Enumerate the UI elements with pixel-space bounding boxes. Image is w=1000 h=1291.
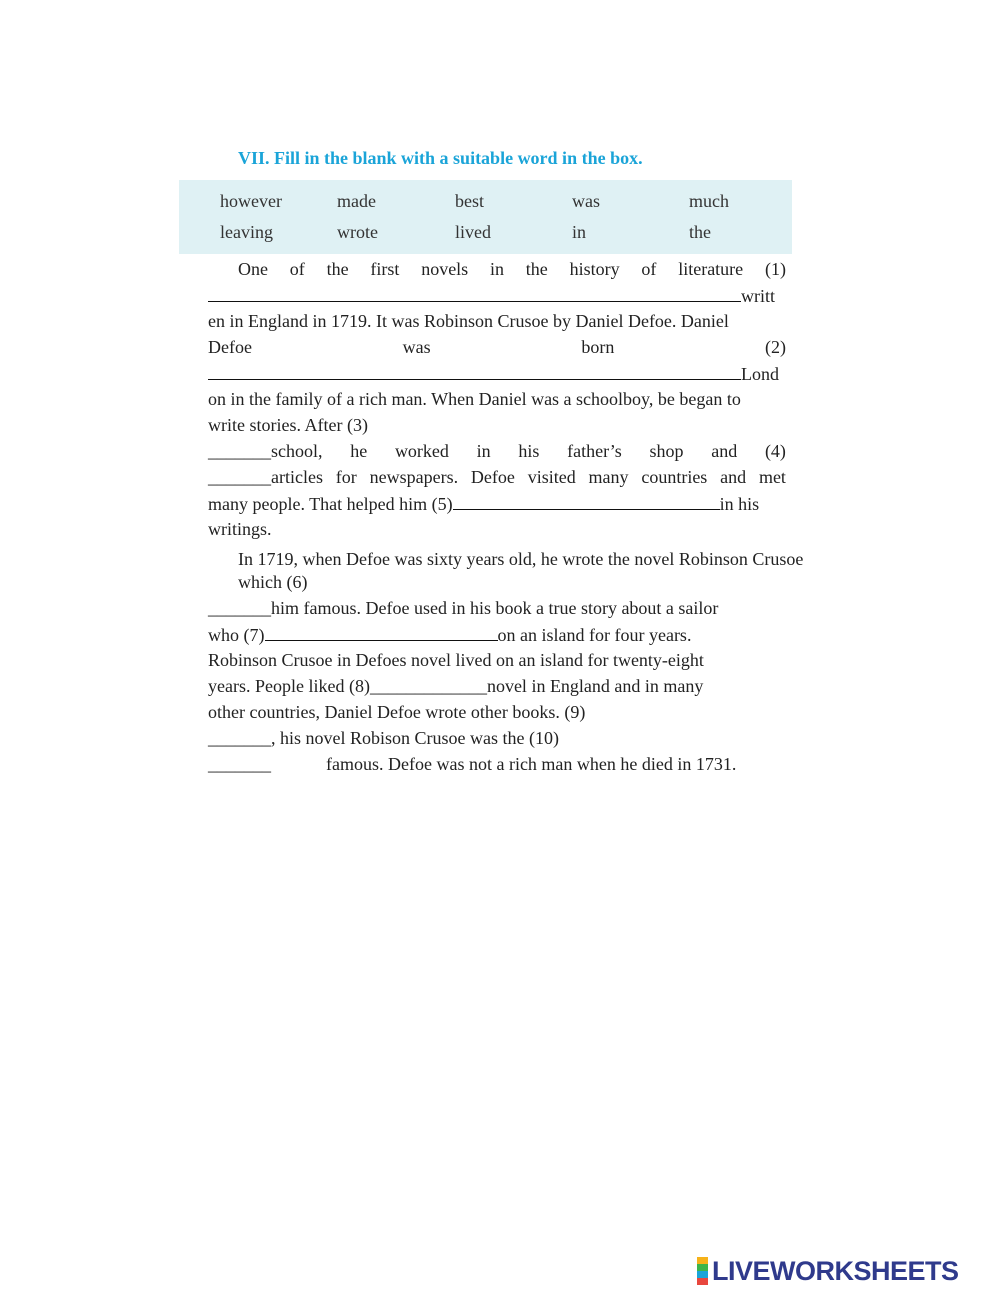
passage-line-16: Robinson Crusoe in Defoes novel lived on an island for twenty-eight <box>208 650 704 670</box>
passage-line-1 <box>238 258 786 280</box>
passage-text: Lond <box>741 364 779 384</box>
passage-word: worked <box>394 441 449 461</box>
passage-word: literature <box>678 259 744 279</box>
passage-line-6: on in the family of a rich man. When Daniel was a schoolboy, be began to <box>208 389 741 409</box>
liveworksheets-logo <box>697 1256 959 1286</box>
passage-word: Defoe <box>470 467 515 487</box>
passage-line-19[interactable]: _______, his novel Robison Crusoe was the (10) <box>208 728 559 748</box>
passage-line-15 <box>208 623 691 646</box>
passage-line-3: en in England in 1719. It was Robinson Crusoe by Daniel Defoe. Daniel <box>208 311 729 331</box>
word-box <box>179 180 792 254</box>
passage-text: famous. Defoe was not a rich man when he died in 1731. <box>326 754 737 774</box>
passage-word: he <box>350 441 368 461</box>
passage-word: visited <box>527 467 576 487</box>
passage-word: in <box>489 259 504 279</box>
blank-1[interactable] <box>208 284 741 302</box>
passage-word: (4) <box>764 441 786 461</box>
word-lived: lived <box>455 222 491 242</box>
passage-word: history <box>569 259 620 279</box>
passage-line-13: which (6) <box>238 572 308 592</box>
passage-word: and <box>711 441 738 461</box>
word-in: in <box>572 222 587 242</box>
word-made: made <box>337 191 376 211</box>
passage-line-9[interactable] <box>208 466 786 488</box>
passage-text: on an island for four years. <box>497 625 692 645</box>
exercise-heading: VII. Fill in the blank with a suitable word in the box. <box>238 148 643 168</box>
passage-word: met <box>758 467 786 487</box>
word-the: the <box>689 222 711 242</box>
passage-line-11: writings. <box>208 519 272 539</box>
passage-word: Defoe <box>208 337 252 357</box>
passage-text: writt <box>741 286 775 306</box>
passage-word: shop <box>649 441 684 461</box>
passage-line-12: In 1719, when Defoe was sixty years old, he wrote the novel Robinson Crusoe <box>238 549 804 569</box>
passage-line-18: other countries, Daniel Defoe wrote other books. (9) <box>208 702 586 722</box>
passage-word: was <box>402 337 431 357</box>
passage-line-10 <box>208 492 759 515</box>
passage-word: first <box>370 259 400 279</box>
logo-mark-block <box>697 1278 708 1285</box>
blank-3-with-word[interactable]: _______school, <box>208 441 323 461</box>
word-however: however <box>220 191 282 211</box>
passage-line-8[interactable] <box>208 440 786 462</box>
blank-7[interactable] <box>265 623 498 641</box>
logo-mark-block <box>697 1264 708 1271</box>
word-was: was <box>572 191 600 211</box>
passage-word: the <box>525 259 548 279</box>
passage-text: in his <box>719 494 760 514</box>
word-wrote: wrote <box>337 222 378 242</box>
passage-word: of <box>641 259 657 279</box>
passage-word: his <box>518 441 540 461</box>
logo-mark <box>697 1257 708 1285</box>
passage-word: born <box>581 337 615 357</box>
blank-5[interactable] <box>453 492 720 510</box>
passage-line-2 <box>208 284 775 307</box>
word-best: best <box>455 191 484 211</box>
logo-mark-block <box>697 1257 708 1264</box>
passage-line-4 <box>208 336 786 358</box>
passage-word: novels <box>421 259 469 279</box>
blank-4-with-word[interactable]: _______articles <box>208 467 323 487</box>
passage-line-17[interactable]: years. People liked (8)_____________novel in England and in many <box>208 676 704 696</box>
passage-text: many people. That helped him (5) <box>208 494 453 514</box>
word-much: much <box>689 191 729 211</box>
passage-word: for <box>335 467 357 487</box>
passage-word: of <box>289 259 305 279</box>
passage-word: many <box>588 467 629 487</box>
passage-line-7: write stories. After (3) <box>208 415 368 435</box>
passage-word: newspapers. <box>369 467 459 487</box>
word-leaving: leaving <box>220 222 273 242</box>
passage-word: father’s <box>567 441 622 461</box>
logo-mark-block <box>697 1271 708 1278</box>
passage-word: countries <box>641 467 708 487</box>
passage-line-14[interactable]: _______him famous. Defoe used in his book a true story about a sailor <box>208 598 719 618</box>
passage-word: (2) <box>765 337 786 357</box>
passage-word: and <box>720 467 747 487</box>
blank-2[interactable] <box>208 362 741 380</box>
logo-text: LIVEWORKSHEETS <box>712 1255 959 1286</box>
passage-line-5 <box>208 362 779 385</box>
passage-text: who (7) <box>208 625 265 645</box>
blank-10[interactable]: _______ <box>208 754 271 774</box>
passage-line-20 <box>208 753 737 775</box>
passage-word: One <box>238 259 268 279</box>
passage-word: in <box>476 441 491 461</box>
passage-word: (1) <box>764 259 786 279</box>
passage-word: the <box>326 259 349 279</box>
